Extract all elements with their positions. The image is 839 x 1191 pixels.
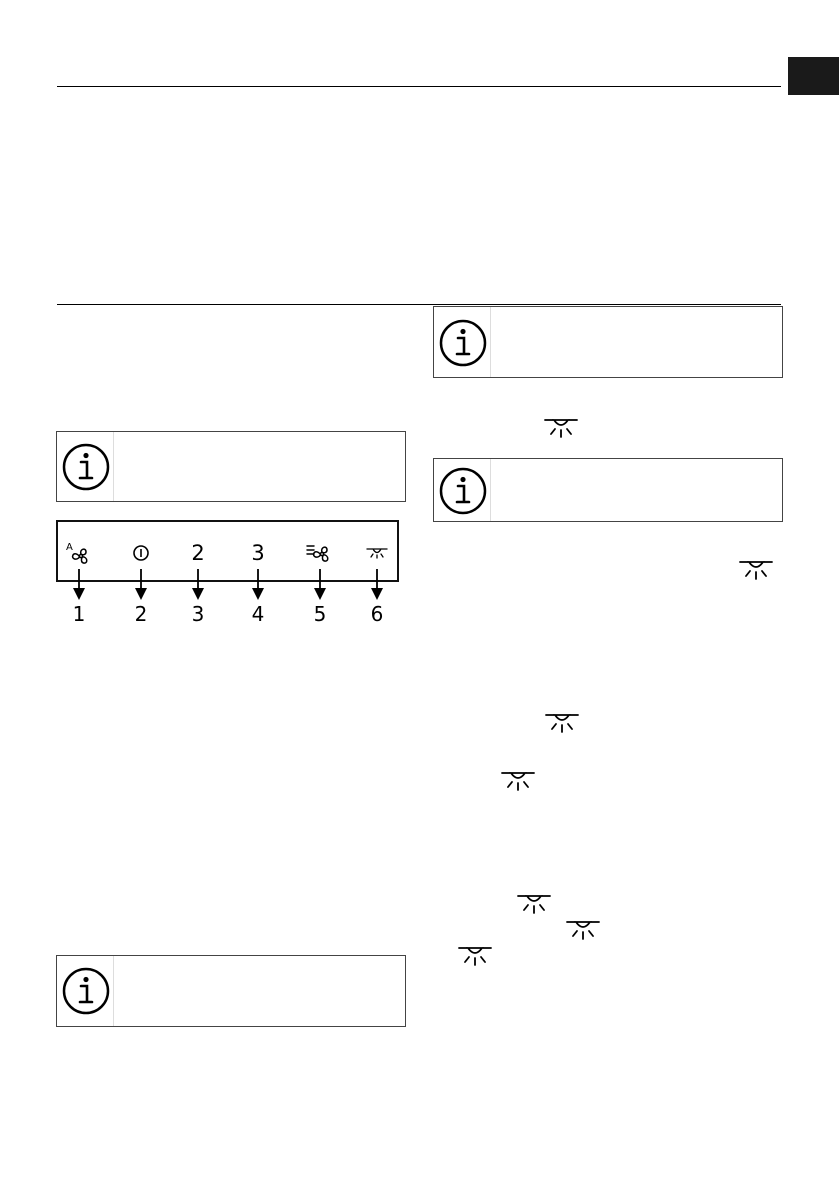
light-icon [458, 945, 492, 967]
callout-arrow-1 [72, 569, 86, 601]
callout-number-4: 4 [251, 602, 265, 626]
speed-3-button[interactable] [246, 539, 270, 567]
callout-number-5: 5 [313, 602, 327, 626]
light-icon [545, 712, 579, 734]
header-rule [57, 86, 781, 87]
auto-fan-icon [64, 539, 94, 567]
callout-arrow-3 [191, 569, 205, 601]
control-panel [56, 520, 399, 582]
callout-arrow-4 [251, 569, 265, 601]
callout-arrow-5 [313, 569, 327, 601]
speed-3-label: 3 [251, 540, 265, 565]
auto-fan-button[interactable] [64, 539, 94, 567]
info-box [56, 431, 406, 502]
callout-number-3: 3 [191, 602, 205, 626]
speed-2-label: 2 [191, 540, 205, 565]
callout-arrow-2 [134, 569, 148, 601]
info-icon [438, 466, 488, 516]
callout-number-2: 2 [134, 602, 148, 626]
speed-2-button[interactable] [186, 539, 210, 567]
intensive-fan-button[interactable] [304, 539, 334, 567]
auto-label: A [66, 542, 73, 553]
info-box [56, 955, 406, 1027]
callout-arrow-6 [370, 569, 384, 601]
light-icon [365, 546, 389, 560]
callout-number-6: 6 [370, 602, 384, 626]
light-icon [739, 559, 773, 581]
info-box [433, 306, 783, 378]
light-icon [501, 770, 535, 792]
power-icon [131, 543, 151, 563]
info-icon [61, 442, 111, 492]
intensive-fan-icon [304, 539, 334, 567]
light-icon [566, 919, 600, 941]
chapter-tab [788, 57, 839, 95]
light-icon [517, 893, 551, 915]
info-icon [438, 318, 488, 368]
info-icon [61, 966, 111, 1016]
info-box [433, 458, 783, 522]
light-button[interactable] [363, 539, 391, 567]
callout-number-1: 1 [72, 602, 86, 626]
light-icon [544, 417, 578, 439]
section-rule [57, 304, 781, 305]
power-button[interactable] [128, 539, 154, 567]
